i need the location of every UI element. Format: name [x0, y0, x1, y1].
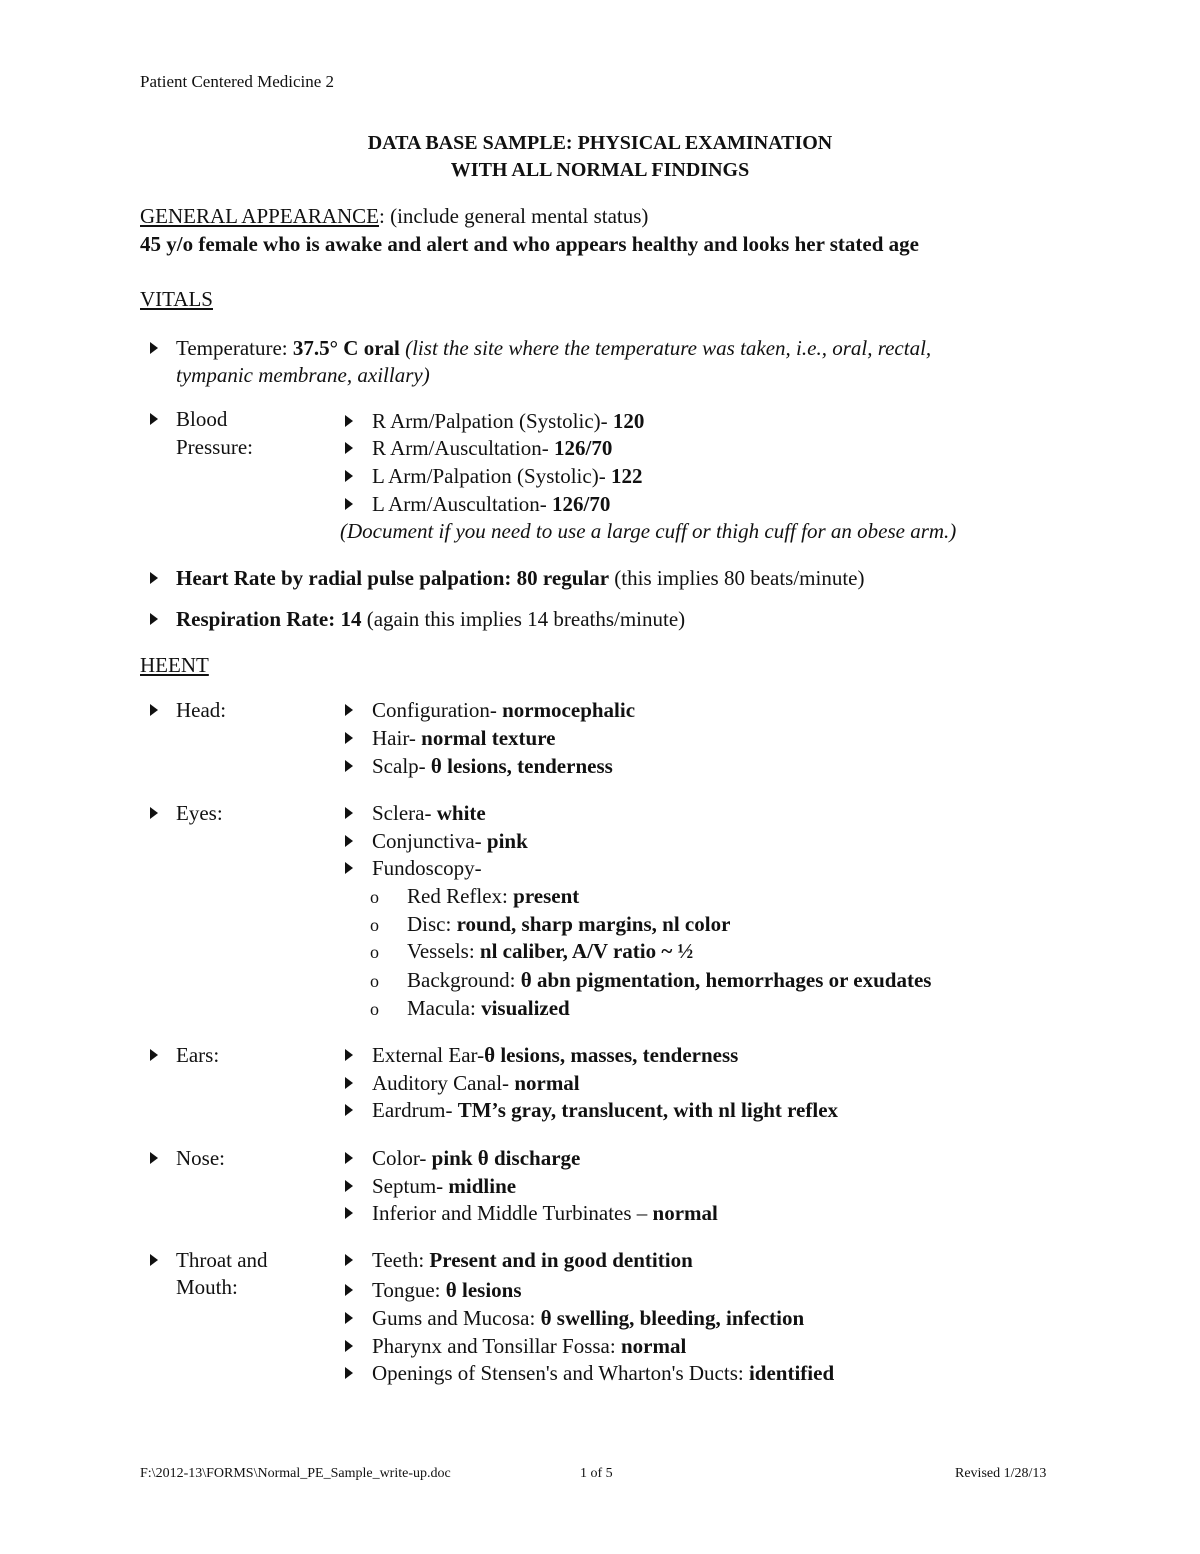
- bullet-arrow-icon: [345, 462, 357, 490]
- throat-item: Gums and Mucosa: θ swelling, bleeding, infection: [372, 1306, 805, 1330]
- bp-item: L Arm/Palpation (Systolic)- 122: [372, 464, 643, 488]
- throat-item: Openings of Stensen's and Wharton's Ducts: identified: [372, 1361, 835, 1385]
- eyes-item: Conjunctiva- pink: [372, 829, 528, 853]
- eyes-item: Fundoscopy-: [372, 856, 482, 880]
- vitals-heading: VITALS: [140, 287, 213, 311]
- bullet-arrow-icon: [150, 405, 162, 433]
- general-appearance-heading: GENERAL APPEARANCE: (include general mental status): [140, 204, 649, 228]
- temperature-row: Temperature: 37.5° C oral (list the site where the temperature was taken, i.e., oral, rectal,: [176, 336, 932, 360]
- bullet-arrow-icon: [150, 564, 162, 592]
- bullet-arrow-icon: [345, 434, 357, 462]
- bullet-arrow-icon: [345, 1172, 357, 1200]
- head-item: Configuration- normocephalic: [372, 698, 636, 722]
- bullet-arrow-icon: [345, 1144, 357, 1172]
- bullet-arrow-icon: [345, 799, 357, 827]
- ears-item: Eardrum- TM’s gray, translucent, with nl light reflex: [372, 1098, 839, 1122]
- bullet-arrow-icon: [345, 1096, 357, 1124]
- bullet-arrow-icon: [345, 1332, 357, 1360]
- ears-item: External Ear-θ lesions, masses, tenderness: [372, 1043, 739, 1067]
- head-item: Hair- normal texture: [372, 726, 556, 750]
- nose-item: Inferior and Middle Turbinates – normal: [372, 1201, 718, 1225]
- nose-label: Nose:: [176, 1146, 225, 1170]
- heart-rate-row: Heart Rate by radial pulse palpation: 80 regular (this implies 80 beats/minute): [176, 566, 865, 590]
- ears-item: Auditory Canal- normal: [372, 1071, 580, 1095]
- fundoscopy-item: Macula: visualized: [407, 996, 570, 1020]
- eyes-item: Sclera- white: [372, 801, 486, 825]
- bullet-arrow-icon: [345, 1069, 357, 1097]
- bullet-arrow-icon: [345, 1246, 357, 1274]
- document-title: [0, 130, 1200, 184]
- fundoscopy-item: Disc: round, sharp margins, nl color: [407, 912, 731, 936]
- bullet-arrow-icon: [150, 1041, 162, 1069]
- bullet-arrow-icon: [345, 854, 357, 882]
- circle-bullet-icon: o: [370, 942, 379, 962]
- head-label: Head:: [176, 698, 227, 722]
- bullet-arrow-icon: [345, 1199, 357, 1227]
- circle-bullet-icon: o: [370, 887, 379, 907]
- fundoscopy-item: Background: θ abn pigmentation, hemorrhages or exudates: [407, 968, 932, 992]
- footer-file-path: F:\2012-13\FORMS\Normal_PE_Sample_write-up.doc: [140, 1466, 451, 1481]
- head-item: Scalp- θ lesions, tenderness: [372, 754, 613, 778]
- bullet-arrow-icon: [345, 1359, 357, 1387]
- circle-bullet-icon: o: [370, 999, 379, 1019]
- bullet-arrow-icon: [345, 490, 357, 518]
- bullet-arrow-icon: [345, 1304, 357, 1332]
- throat-item: Tongue: θ lesions: [372, 1278, 522, 1302]
- temperature-note: tympanic membrane, axillary): [176, 363, 430, 387]
- bp-note: (Document if you need to use a large cuff or thigh cuff for an obese arm.): [340, 519, 957, 543]
- title-line-2: WITH ALL NORMAL FINDINGS: [450, 159, 750, 181]
- bullet-arrow-icon: [150, 1246, 162, 1274]
- eyes-label: Eyes:: [176, 801, 223, 825]
- bp-label-line-1: Blood: [176, 407, 228, 431]
- throat-item: Pharynx and Tonsillar Fossa: normal: [372, 1334, 687, 1358]
- bullet-arrow-icon: [150, 605, 162, 633]
- bullet-arrow-icon: [345, 752, 357, 780]
- ears-label: Ears:: [176, 1043, 220, 1067]
- respiration-row: Respiration Rate: 14 (again this implies 14 breaths/minute): [176, 607, 686, 631]
- general-appearance-statement: 45 y/o female who is awake and alert and who appears healthy and looks her stated age: [140, 232, 919, 256]
- running-header: Patient Centered Medicine 2: [140, 72, 335, 91]
- bp-item: R Arm/Palpation (Systolic)- 120: [372, 409, 645, 433]
- fundoscopy-item: Red Reflex: present: [407, 884, 580, 908]
- bp-label-line-2: Pressure:: [176, 435, 253, 459]
- heent-heading: HEENT: [140, 653, 209, 677]
- bullet-arrow-icon: [150, 799, 162, 827]
- title-line-1: DATA BASE SAMPLE: PHYSICAL EXAMINATION: [367, 132, 833, 154]
- throat-label-line-1: Throat and: [176, 1248, 268, 1272]
- bullet-arrow-icon: [345, 1276, 357, 1304]
- bp-item: L Arm/Auscultation- 126/70: [372, 492, 611, 516]
- circle-bullet-icon: o: [370, 915, 379, 935]
- bullet-arrow-icon: [150, 334, 162, 362]
- bullet-arrow-icon: [150, 696, 162, 724]
- bullet-arrow-icon: [345, 724, 357, 752]
- nose-item: Septum- midline: [372, 1174, 517, 1198]
- fundoscopy-item: Vessels: nl caliber, A/V ratio ~ ½: [407, 939, 694, 963]
- bp-item: R Arm/Auscultation- 126/70: [372, 436, 613, 460]
- footer-revised-date: Revised 1/28/13: [955, 1466, 1047, 1481]
- throat-item: Teeth: Present and in good dentition: [372, 1248, 693, 1272]
- circle-bullet-icon: o: [370, 971, 379, 991]
- nose-item: Color- pink θ discharge: [372, 1146, 581, 1170]
- bullet-arrow-icon: [345, 1041, 357, 1069]
- bullet-arrow-icon: [150, 1144, 162, 1172]
- bullet-arrow-icon: [345, 827, 357, 855]
- throat-label-line-2: Mouth:: [176, 1275, 238, 1299]
- footer-page-number: 1 of 5: [580, 1466, 613, 1481]
- bullet-arrow-icon: [345, 696, 357, 724]
- bullet-arrow-icon: [345, 407, 357, 435]
